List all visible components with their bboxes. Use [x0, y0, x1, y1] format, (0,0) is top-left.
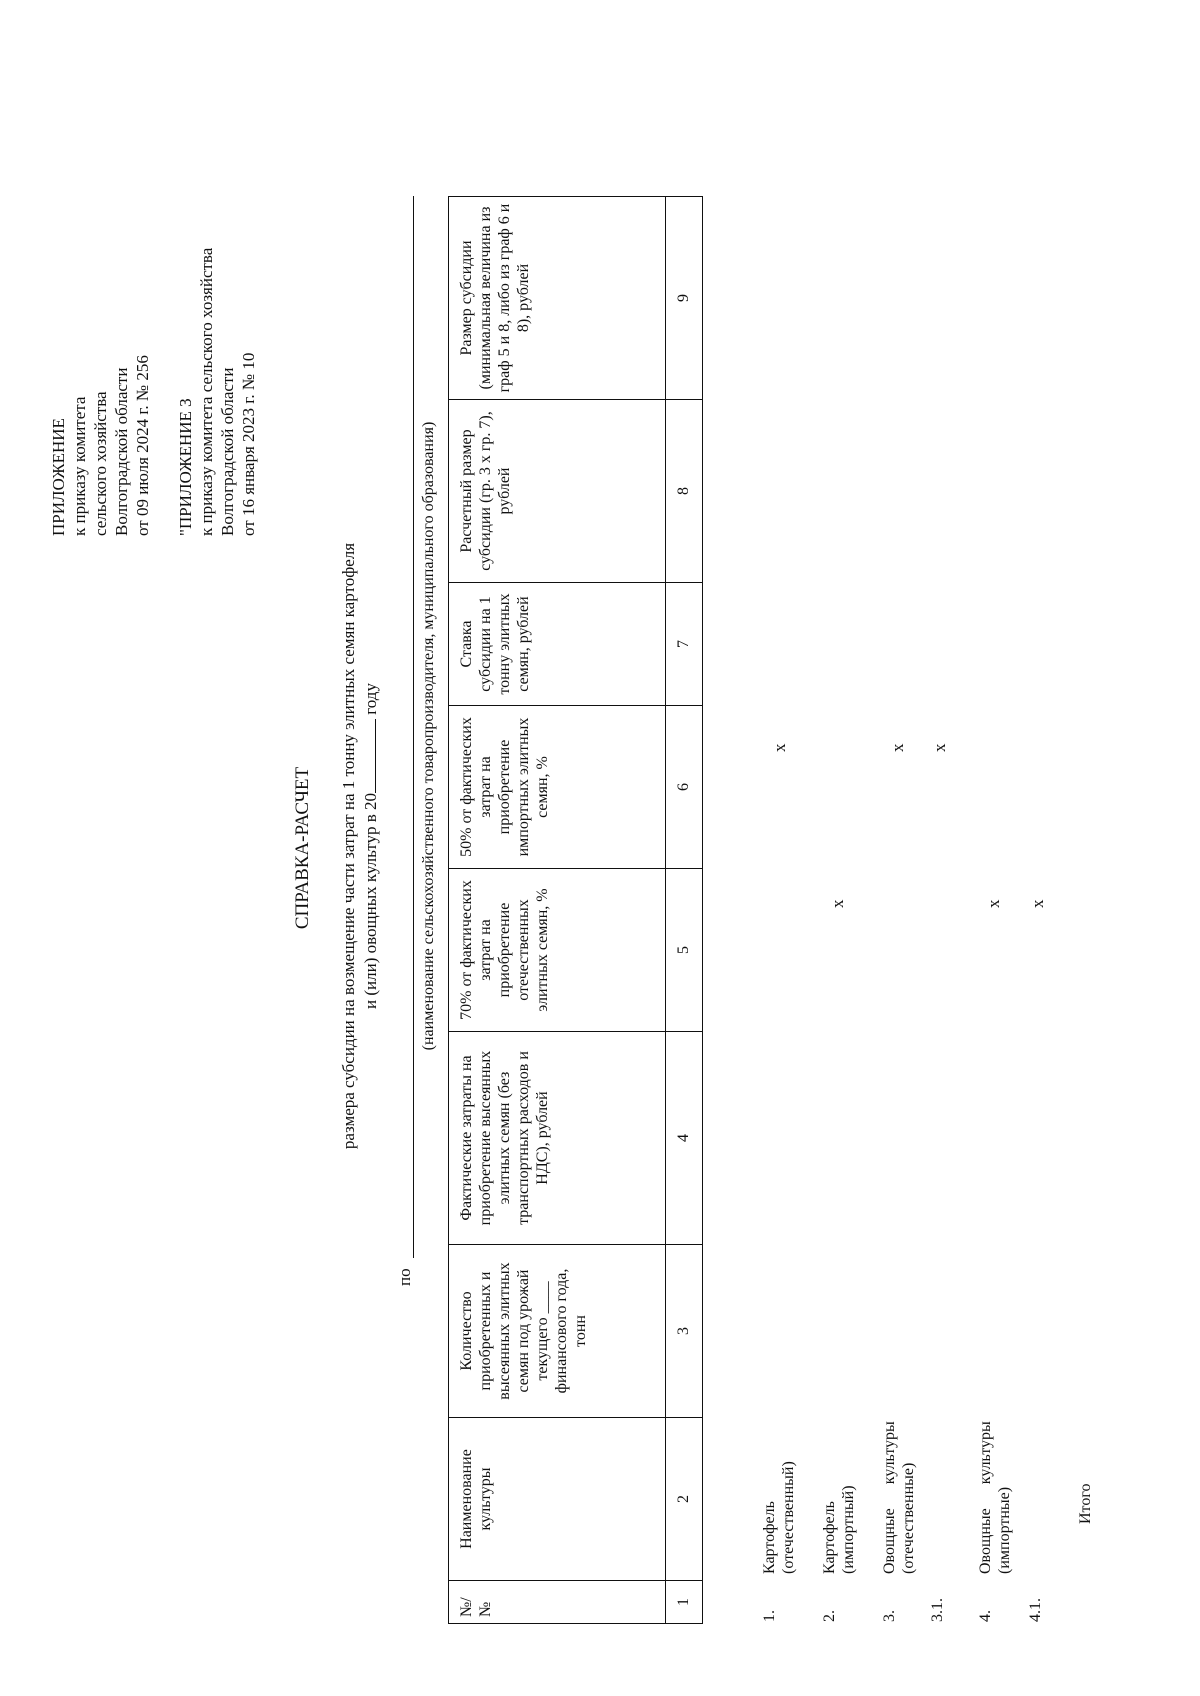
col-number: 4 [666, 1032, 703, 1245]
row-name-line: (импортный) [840, 1485, 857, 1574]
appendix-new-line: к приказу комитета [70, 396, 89, 536]
subtitle-line2-b: году [361, 683, 380, 715]
document-title: СПРАВКА-РАСЧЕТ [292, 766, 313, 930]
row-name-line: Овощные культуры [881, 1421, 898, 1574]
row-name-line: Картофель [821, 1501, 838, 1574]
appendix-new-line: сельского хозяйства [91, 391, 110, 536]
row-name-line: (импортные) [996, 1486, 1013, 1574]
row-number: 1. [761, 1610, 778, 1622]
subsidy-table [448, 196, 703, 1624]
col-header-number: №/ № [449, 1581, 666, 1624]
row-name [880, 1421, 918, 1574]
appendix-new-line: ПРИЛОЖЕНИЕ [49, 418, 68, 536]
mark-x: х [828, 899, 847, 908]
mark-x: х [1028, 899, 1047, 908]
appendix-old-line: Волгоградской области [218, 367, 237, 536]
mark-x: х [888, 743, 907, 752]
appendix-new-line: от 09 июля 2024 г. № 256 [133, 355, 152, 536]
row-number: 3.1. [929, 1598, 946, 1622]
col-number: 9 [666, 197, 703, 400]
producer-blank [413, 196, 414, 1258]
col-number: 6 [666, 706, 703, 869]
table-header-row [449, 197, 666, 1624]
row-name [760, 1461, 798, 1574]
col-header-rate: Ставка субсидии на 1 тонну элитных семян, рублей [449, 583, 666, 706]
col-number: 1 [666, 1581, 703, 1624]
producer-caption: (наименование сельскохозяйственного товаропроизводителя, муниципального образования) [420, 421, 437, 1051]
table-body-rows [730, 64, 1150, 1624]
col-number: 7 [666, 583, 703, 706]
row-number: 4. [977, 1610, 994, 1622]
mark-x: х [770, 743, 789, 752]
row-number: 3. [881, 1610, 898, 1622]
mark-x: х [984, 899, 1003, 908]
subtitle-line2 [359, 296, 381, 1396]
row-number: 4.1. [1027, 1598, 1044, 1622]
producer-line [395, 196, 415, 1286]
col-number: 5 [666, 869, 703, 1032]
document-subtitle [338, 296, 381, 1396]
row-number: 2. [821, 1610, 838, 1622]
subtitle-line2-a: и (или) овощных культур в 20 [361, 793, 380, 1009]
col-header-actual-costs: Фактические затраты на приобретение высеянных элитных семян (без транспортных расходов и НДС), рублей [449, 1032, 666, 1245]
col-number: 3 [666, 1245, 703, 1418]
year-blank [359, 719, 376, 793]
appendix-old-line: от 16 января 2023 г. № 10 [239, 352, 258, 536]
total-label: Итого [1077, 1483, 1094, 1524]
table-number-row [666, 197, 703, 1624]
col-header-quantity: Количество приобретенных и высеянных элитных семян под урожай текущего ____ финансового года, тонн [449, 1245, 666, 1418]
row-name-line: Овощные культуры [977, 1421, 994, 1574]
row-name-line: (отечественные) [900, 1462, 917, 1574]
subtitle-line1: размера субсидии на возмещение части затрат на 1 тонну элитных семян картофеля [339, 542, 358, 1150]
producer-prefix: по [395, 1268, 414, 1286]
appendix-new-line: Волгоградской области [112, 367, 131, 536]
row-name-line: Картофель [761, 1501, 778, 1574]
row-name-line: (отечественный) [780, 1461, 797, 1574]
col-number: 2 [666, 1418, 703, 1581]
col-header-subsidy-size: Размер субсидии (минимальная величина из граф 5 и 8, либо из граф 6 и 8), рублей [449, 197, 666, 400]
col-header-crop: Наименование культуры [449, 1418, 666, 1581]
appendix-old-line: к приказу комитета сельского хозяйства [197, 247, 216, 536]
row-name [976, 1421, 1014, 1574]
col-header-50-percent: 50% от фактических затрат на приобретение импортных элитных семян, % [449, 706, 666, 869]
col-header-calculated: Расчетный размер субсидии (гр. 3 х гр. 7), рублей [449, 400, 666, 583]
appendix-old-line: "ПРИЛОЖЕНИЕ 3 [176, 398, 195, 536]
col-header-70-percent: 70% от фактических затрат на приобретение отечественных элитных семян, % [449, 869, 666, 1032]
col-number: 8 [666, 400, 703, 583]
appendix-new-block [48, 96, 259, 536]
mark-x: х [930, 743, 949, 752]
row-name [820, 1485, 858, 1574]
